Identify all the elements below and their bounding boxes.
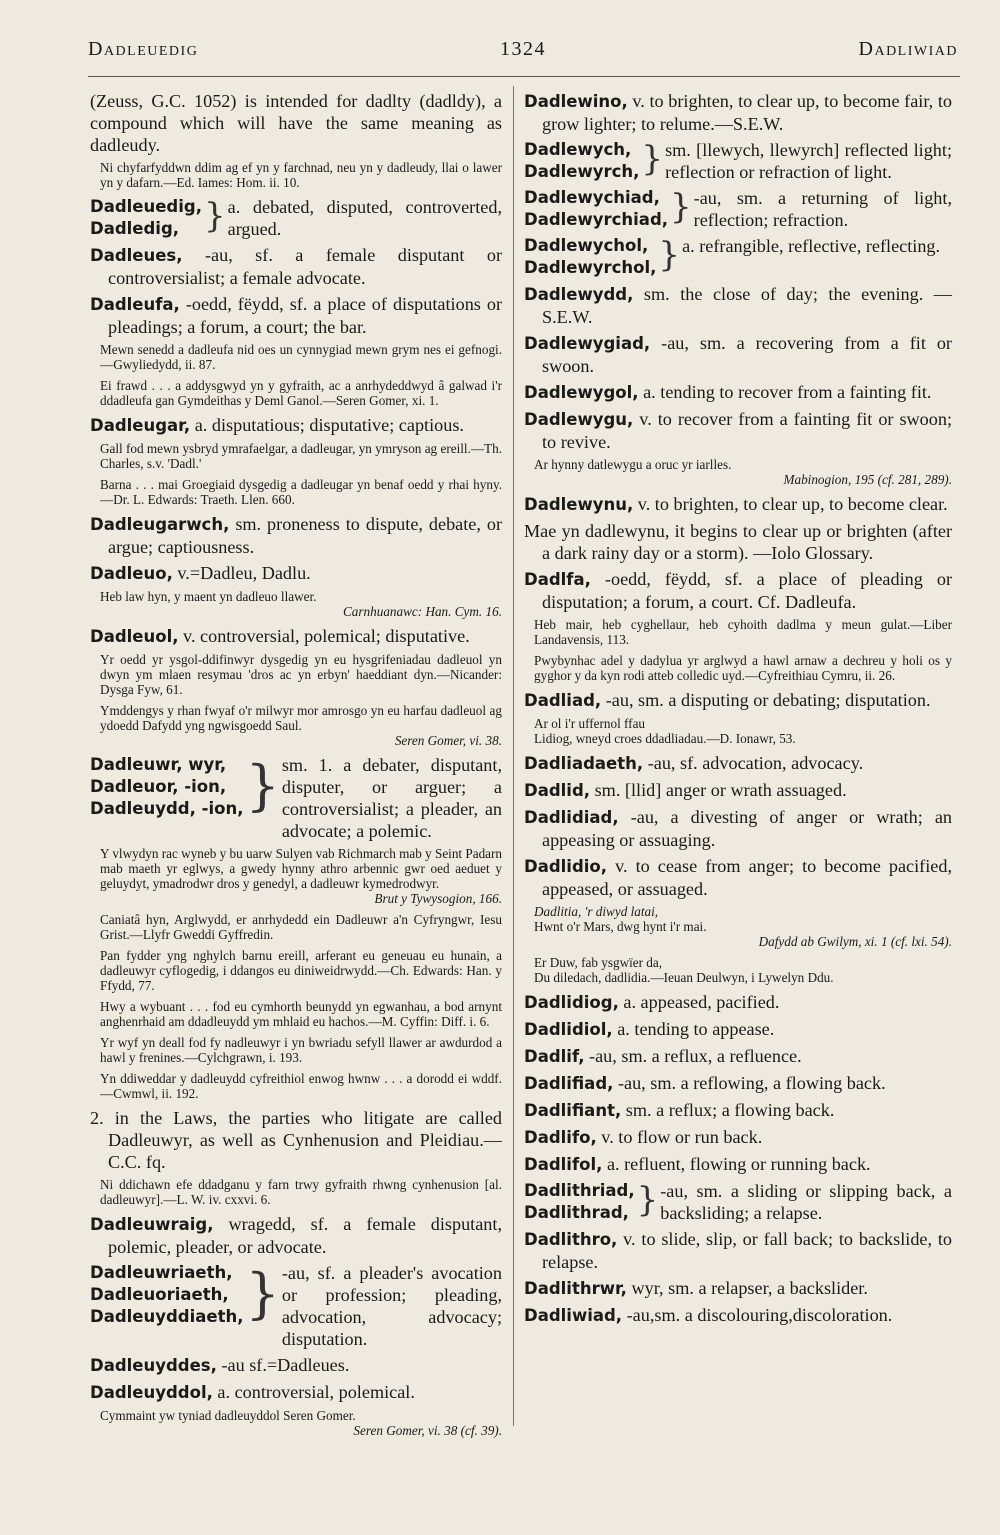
- quotation: Mewn senedd a dadleufa nid oes un cynnygiad mewn grym nes ei gefnogi.—Gwyliedydd, ii. 87.: [100, 342, 502, 372]
- headword: Dadlif,: [524, 1047, 585, 1066]
- headword: Dadlithro,: [524, 1230, 618, 1249]
- headword: Dadleuwriaeth,: [90, 1263, 233, 1282]
- definition: a. appeased, pacified.: [623, 992, 780, 1012]
- quotation-text: Ar hynny datlewygu a oruc yr iarlles.: [534, 457, 732, 472]
- headword: Dadlewychol,: [524, 236, 649, 255]
- entry-dadlewych: [524, 139, 952, 183]
- entry-dadleuyddes: [90, 1354, 502, 1377]
- entry-dadleuedig: [90, 196, 502, 240]
- headword: Dadleuor, -ion,: [90, 777, 227, 796]
- headword: Dadlidiog,: [524, 993, 619, 1012]
- definition: -au, sf. advocation, advocacy.: [647, 753, 864, 773]
- quotation: Ei frawd . . . a addysgwyd yn y gyfraith, ac a anrhydeddwyd â galwad i'r ddadleufa gan Gymdeithas y Deml Ganol.—Seren Gomer, xi. 1.: [100, 378, 502, 408]
- verse-line: Hwnt o'r Mars, dwg hynt i'r mai.: [534, 919, 707, 934]
- quotation-text: Heb law hyn, y maent yn dadleuo llawer.: [100, 589, 317, 604]
- verse-line: Ar ol i'r uffernol ffau: [534, 716, 646, 731]
- headword: Dadlewychiad,: [524, 188, 660, 207]
- definition: v. to slide, slip, or fall back; to backslide, to relapse.: [542, 1229, 953, 1272]
- verse-line: Er Duw, fab ysgwïer da,: [534, 955, 663, 970]
- definition: -au, sf. a pleader's avocation or profession; pleading, advocation, advocacy; disputation.: [281, 1263, 502, 1349]
- definition: -au, a divesting of anger or wrath; an appeasing or assuaging.: [542, 807, 952, 850]
- brace-mark: }: [641, 139, 664, 179]
- quotation-text: Ymddengys y rhan fwyaf o'r milwyr mor amrosgo yn eu harfau dadleuol ag ydoedd Dafydd yng ngwisgoedd Saul.: [100, 703, 502, 733]
- verse-quotation: [524, 904, 952, 949]
- definition: a. debated, disputed, controverted, argued.: [227, 197, 502, 239]
- definition: v. to cease from anger; to become pacified, appeased, or assuaged.: [542, 856, 952, 899]
- definition: -oedd, fëydd, sf. a place of pleading or disputation; a forum, a court. Cf. Dadleufa.: [542, 569, 953, 612]
- headword: Dadlewych,: [524, 140, 632, 159]
- headword: Dadlifo,: [524, 1128, 597, 1147]
- headword: Dadleuo,: [90, 564, 173, 583]
- quotation: [524, 457, 952, 487]
- entry-dadlithrwr: [524, 1277, 952, 1300]
- entry-dadlidiad: [524, 806, 952, 851]
- entry-dadleues: [90, 244, 502, 289]
- headword: Dadleuydd, -ion,: [90, 799, 244, 818]
- headword: Dadlifol,: [524, 1155, 603, 1174]
- headword: Dadlewyrchol,: [524, 258, 657, 277]
- quotation-source: Seren Gomer, vi. 38 (cf. 39).: [353, 1423, 502, 1438]
- entry-dadliwiad: [524, 1304, 952, 1327]
- definition: -au, sm. a sliding or slipping back, a backsliding; a relapse.: [660, 1181, 952, 1223]
- quotation: Barna . . . mai Groegiaid dysgedig a dadleugar yn benaf oedd y rhai hyny.—Dr. L. Edwards: Traeth. Llen. 660.: [100, 477, 502, 507]
- left-column: [90, 90, 502, 1444]
- entry-dadleuwraig: [90, 1213, 502, 1258]
- entry-dadlewygiad: [524, 332, 952, 377]
- entry-dadliadaeth: [524, 752, 952, 775]
- entry-dadleugar: [90, 414, 502, 437]
- entry-dadleuyddol: [90, 1381, 502, 1404]
- column-divider: [513, 86, 514, 1426]
- entry-dadlewino: [524, 90, 952, 135]
- page-number: 1324: [500, 38, 546, 60]
- quotation: Hwy a wybuant . . . fod eu cymhorth beunydd yn egwanhau, a bod arnynt anghenrhaid am ddadleuydd ym mhlaid eu hachos.—M. Cyffin: Diff. i. 6.: [100, 999, 502, 1029]
- quotation: [90, 1408, 502, 1438]
- quotation-source: Brut y Tywysogion, 166.: [374, 891, 502, 906]
- verse-line: Dadlitia, 'r diwyd latai,: [534, 904, 659, 919]
- definition: sm. proneness to dispute, debate, or argue; captiousness.: [108, 514, 503, 557]
- brace-mark: }: [658, 235, 681, 275]
- quotation-text: Cymmaint yw tyniad dadleuyddol Seren Gomer.: [100, 1408, 356, 1423]
- entry-dadlewydd: [524, 283, 952, 328]
- quotation: [90, 589, 502, 619]
- header-right-guide-word: Dadliwiad: [858, 38, 958, 60]
- definition: v. to brighten, to clear up, to become clear.: [637, 494, 948, 514]
- verse-line: Du diledach, dadlidia.—Ieuan Deulwyn, i Lywelyn Ddu.: [534, 970, 834, 985]
- headword: Dadlithriad,: [524, 1181, 635, 1200]
- definition: a. refluent, flowing or running back.: [606, 1154, 871, 1174]
- definition: v. controversial, polemical; disputative.: [183, 626, 470, 646]
- verse-quotation: [524, 955, 952, 985]
- headword: Dadlewyrch,: [524, 162, 640, 181]
- headword: Dadleues,: [90, 246, 183, 265]
- headword: Dadlewydd,: [524, 285, 634, 304]
- headword: Dadleuyddes,: [90, 1356, 217, 1375]
- entry-dadlewychol: [524, 235, 952, 279]
- running-header: [88, 38, 958, 68]
- entry-dadleugarwch: [90, 513, 502, 558]
- entry-dadlewychiad: [524, 187, 952, 231]
- entry-dadlidiog: [524, 991, 952, 1014]
- headword: Dadlewygol,: [524, 383, 639, 402]
- quotation: [90, 846, 502, 906]
- headword: Dadliadaeth,: [524, 754, 644, 773]
- quotation: [90, 703, 502, 748]
- headword: Dadlidiol,: [524, 1020, 613, 1039]
- headword: Dadleuol,: [90, 627, 179, 646]
- headword: Dadleuyddol,: [90, 1383, 213, 1402]
- headword: Dadlewyrchiad,: [524, 210, 669, 229]
- entry-dadlithriad: [524, 1180, 952, 1224]
- definition: wyr, sm. a relapser, a backslider.: [631, 1278, 868, 1298]
- quotation: Caniatâ hyn, Arglwydd, er anrhydedd ein Dadleuwr a'n Cyfryngwr, Iesu Grist.—Llyfr Gweddi Gyffredin.: [100, 912, 502, 942]
- definition: a. tending to appease.: [617, 1019, 775, 1039]
- headword: Dadleuoriaeth,: [90, 1285, 229, 1304]
- quotation: Heb mair, heb cyghellaur, heb cyhoith dadlma y meun gulat.—Liber Landavensis, 113.: [534, 617, 952, 647]
- headword: Dadlidio,: [524, 857, 608, 876]
- entry-dadlidiol: [524, 1018, 952, 1041]
- definition: -au, sm. a reflowing, a flowing back.: [617, 1073, 886, 1093]
- definition: -au,sm. a discolouring,discoloration.: [626, 1305, 893, 1325]
- headword: Dadlifiad,: [524, 1074, 614, 1093]
- definition: sm. [llewych, llewyrch] reflected light; reflection or refraction of light.: [665, 140, 952, 182]
- definition: wragedd, sf. a female disputant, polemic, pleader, or advocate.: [108, 1214, 503, 1257]
- quotation: Yr oedd yr ysgol-ddifinwyr dysgedig yn eu hysgrifeniadau dadleuol yn dwyn ym mlaen resymau 'dros ac yn erbyn' haeddiant dyn.—Nicander: Dysga Fyw, 61.: [100, 652, 502, 697]
- headword: Dadliwiad,: [524, 1306, 623, 1325]
- quotation: Ni chyfarfyddwn ddim ag ef yn y farchnad, neu yn y dadleudy, llai o lawer yn y dafarn.—Ed. Iames: Hom. ii. 10.: [100, 160, 502, 190]
- entry-dadlifiad: [524, 1072, 952, 1095]
- definition: -au, sf. a female disputant or controversialist; a female advocate.: [108, 245, 503, 288]
- definition: v. to recover from a fainting fit or swoon; to revive.: [542, 409, 952, 452]
- headword: Dadlithrad,: [524, 1203, 629, 1222]
- entry-dadlifol: [524, 1153, 952, 1176]
- headword: Dadlithrwr,: [524, 1279, 627, 1298]
- quotation-text: Y vlwydyn rac wyneb y bu uarw Sulyen vab Richmarch mab y Seint Padarn mab maeth yr eglwys, a gwedy hynny athro arbennic gwr oed aeduet y geluydyt, ymadrodwr dros y genedyl, a dadleuwr kymedrodwyr.: [100, 846, 503, 891]
- entry-dadleuwriaeth: [90, 1262, 502, 1350]
- header-rule: [88, 76, 960, 77]
- brace-mark: }: [245, 754, 280, 817]
- quotation: Gall fod mewn ysbryd ymrafaelgar, a dadleugar, yn ymryson ag ereill.—Th. Charles, s.v. 'Dadl.': [100, 441, 502, 471]
- headword: Dadlewynu,: [524, 495, 634, 514]
- headword: Dadlewino,: [524, 92, 628, 111]
- intro-text: (Zeuss, G.C. 1052) is intended for dadlty (dadldy), a compound which will have the same meaning as dadleudy.: [90, 91, 502, 155]
- definition: sm. the close of day; the evening. —S.E.W.: [542, 284, 952, 327]
- definition: a. controversial, polemical.: [217, 1382, 415, 1402]
- quotation-source: Seren Gomer, vi. 38.: [394, 733, 502, 748]
- headword: Dadlewygu,: [524, 410, 634, 429]
- definition: a. disputatious; disputative; captious.: [194, 415, 464, 435]
- entry-dadlif: [524, 1045, 952, 1068]
- entry-dadlid: [524, 779, 952, 802]
- entry-dadleuwr: [90, 754, 502, 842]
- definition: -au sf.=Dadleues.: [221, 1355, 350, 1375]
- definition: v. to brighten, to clear up, to become fair, to grow lighter; to relume.—S.E.W.: [542, 91, 953, 134]
- quotation: Yr wyf yn deall fod fy nadleuwyr i yn bwriadu sefyll llawer ar awdurdod a hawl y frenines.—Cylchgrawn, i. 193.: [100, 1035, 502, 1065]
- headword: Dadleuedig,: [90, 197, 202, 216]
- quotation: Pan fydder yng nghylch barnu ereill, arferant eu geneuau eu hunain, a dadleuwyr cyflogedig, i ddangos eu diniweidrwydd.—Ch. Edwards: Han. y Ffydd, 77.: [100, 948, 502, 993]
- headword: Dadledig,: [90, 219, 180, 238]
- definition: a. refrangible, reflective, reflecting.: [682, 236, 941, 256]
- entry-dadlewygu: [524, 408, 952, 453]
- quotation-source: Dafydd ab Gwilym, xi. 1 (cf. lxi. 54).: [758, 934, 952, 949]
- headword: Dadleufa,: [90, 295, 180, 314]
- entry-dadlithro: [524, 1228, 952, 1273]
- header-left-guide-word: Dadleuedig: [88, 38, 199, 60]
- headword: Dadlid,: [524, 781, 591, 800]
- headword: Dadlewygiad,: [524, 334, 651, 353]
- quotation-source: Mabinogion, 195 (cf. 281, 289).: [783, 472, 952, 487]
- entry-dadleuol: [90, 625, 502, 648]
- definition: a. tending to recover from a fainting fit.: [643, 382, 932, 402]
- brace-mark: }: [245, 1262, 280, 1325]
- entry-dadlifo: [524, 1126, 952, 1149]
- definition: v.=Dadleu, Dadlu.: [177, 563, 311, 583]
- quotation: Pwybynhac adel y dadylua yr arglwyd a hawl arnaw a dechreu y holi os y gyghor y da kyn rodi atteb colledic uyd.—Cyfreithiau Cymru, ii. 26.: [534, 653, 952, 683]
- usage-example: Mae yn dadlewynu, it begins to clear up or brighten (after a dark rainy day or a storm). —Iolo Glossary.: [524, 521, 952, 563]
- entry-dadlewynu: [524, 493, 952, 516]
- definition: v. to flow or run back.: [601, 1127, 763, 1147]
- definition: sm. 1. a debater, disputant, disputer, or arguer; a controversialist; a pleader, an advocate; a polemic.: [281, 755, 502, 841]
- headword: Dadleuyddiaeth,: [90, 1307, 244, 1326]
- entry-dadlifiant: [524, 1099, 952, 1122]
- headword: Dadleuwraig,: [90, 1215, 214, 1234]
- headword: Dadleugarwch,: [90, 515, 230, 534]
- sense-2: 2. in the Laws, the parties who litigate are called Dadleuwyr, as well as Cynhenusion and Pleidiau.—C.C. fq.: [90, 1108, 502, 1172]
- entry-dadlewygol: [524, 381, 952, 404]
- quotation: Yn ddiweddar y dadleuydd cyfreithiol enwog hwnw . . . a dorodd ei wddf.—Cwmwl, ii. 192.: [100, 1071, 502, 1101]
- entry-dadleufa: [90, 293, 502, 338]
- headword: Dadlifiant,: [524, 1101, 622, 1120]
- definition: -au, sm. a reflux, a refluence.: [589, 1046, 802, 1066]
- quotation-source: Carnhuanawc: Han. Cym. 16.: [343, 604, 502, 619]
- entry-dadliad: [524, 689, 952, 712]
- entry-dadlidio: [524, 855, 952, 900]
- brace-mark: }: [203, 196, 226, 236]
- verse-quotation: [524, 716, 952, 746]
- definition: -oedd, fëydd, sf. a place of disputations or pleadings; a forum, a court; the bar.: [108, 294, 503, 337]
- definition: -au, sm. a recovering from a fit or swoon.: [542, 333, 952, 376]
- verse-line: Lidiog, wneyd croes ddadliadau.—D. Ionawr, 53.: [534, 731, 796, 746]
- headword: Dadleugar,: [90, 416, 191, 435]
- definition: -au, sm. a disputing or debating; disputation.: [605, 690, 931, 710]
- definition: -au, sm. a returning of light, reflection; refraction.: [693, 188, 952, 230]
- headword: Dadliad,: [524, 691, 602, 710]
- right-column: [524, 90, 952, 1331]
- definition: sm. [llid] anger or wrath assuaged.: [594, 780, 847, 800]
- headword: Dadlfa,: [524, 570, 591, 589]
- entry-dadleuo: [90, 562, 502, 585]
- entry-dadlfa: [524, 568, 952, 613]
- quotation: Ni ddichawn efe ddadganu y farn trwy gyfraith rhwng cynhenusion [al. dadleuwyr].—L. W. iv. cxxvi. 6.: [100, 1177, 502, 1207]
- brace-mark: }: [636, 1180, 659, 1220]
- definition: sm. a reflux; a flowing back.: [625, 1100, 835, 1120]
- headword: Dadleuwr, wyr,: [90, 755, 227, 774]
- headword: Dadlidiad,: [524, 808, 619, 827]
- brace-mark: }: [670, 187, 692, 227]
